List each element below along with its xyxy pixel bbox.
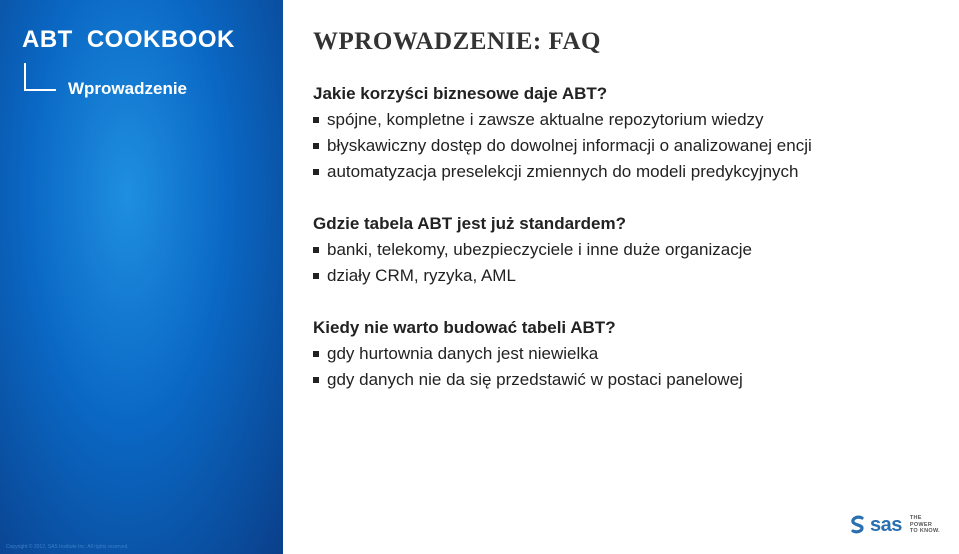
- cookbook-title: [22, 26, 235, 54]
- section-subtitle: Wprowadzenie: [68, 79, 188, 98]
- bracket-decoration: [24, 63, 56, 91]
- bullet-icon: [313, 273, 319, 279]
- bullet-icon: [313, 143, 319, 149]
- list-item: [313, 107, 933, 133]
- tagline-line: TO KNOW.: [909, 528, 940, 535]
- cookbook-title-part1: ABT: [22, 26, 73, 53]
- bullet-icon: [313, 247, 319, 253]
- tagline-line: THE: [909, 515, 922, 522]
- sas-wordmark: sas: [870, 513, 902, 536]
- faq-question: Jakie korzyści biznesowe daje ABT?: [313, 84, 608, 103]
- faq-question: Gdzie tabela ABT jest już standardem?: [313, 214, 626, 233]
- list-item-text: gdy danych nie da się przedstawić w postaci panelowej: [327, 370, 743, 389]
- list-item: [313, 237, 933, 263]
- list-item-text: błyskawiczny dostęp do dowolnej informacji o analizowanej encji: [327, 136, 812, 155]
- bullet-icon: [313, 377, 319, 383]
- faq-section-benefits: [313, 81, 933, 185]
- sas-s-icon: [848, 515, 868, 535]
- list-item: [313, 159, 933, 185]
- copyright-text: Copyright © 2012, SAS Institute Inc. All rights reserved.: [6, 544, 129, 550]
- list-item: [313, 133, 933, 159]
- faq-section-when-not: [313, 315, 933, 393]
- page-title: WPROWADZENIE: FAQ: [313, 28, 601, 55]
- list-item: [313, 263, 933, 289]
- sas-logo: [848, 512, 940, 538]
- faq-section-standard: [313, 211, 933, 289]
- list-item-text: automatyzacja preselekcji zmiennych do modeli predykcyjnych: [327, 162, 799, 181]
- sas-tagline: [910, 515, 940, 535]
- list-item: [313, 367, 933, 393]
- tagline-line: POWER: [909, 521, 933, 528]
- cookbook-title-part2: COOKBOOK: [86, 26, 235, 53]
- faq-content: [313, 81, 933, 419]
- list-item-text: gdy hurtownia danych jest niewielka: [327, 344, 599, 363]
- faq-question: Kiedy nie warto budować tabeli ABT?: [313, 318, 616, 337]
- list-item-text: banki, telekomy, ubezpieczyciele i inne duże organizacje: [327, 240, 752, 259]
- bullet-icon: [313, 117, 319, 123]
- list-item: [313, 341, 933, 367]
- list-item-text: spójne, kompletne i zawsze aktualne repozytorium wiedzy: [327, 110, 764, 129]
- bullet-icon: [313, 169, 319, 175]
- bullet-icon: [313, 351, 319, 357]
- list-item-text: działy CRM, ryzyka, AML: [327, 266, 516, 285]
- sidebar-panel: [0, 0, 283, 554]
